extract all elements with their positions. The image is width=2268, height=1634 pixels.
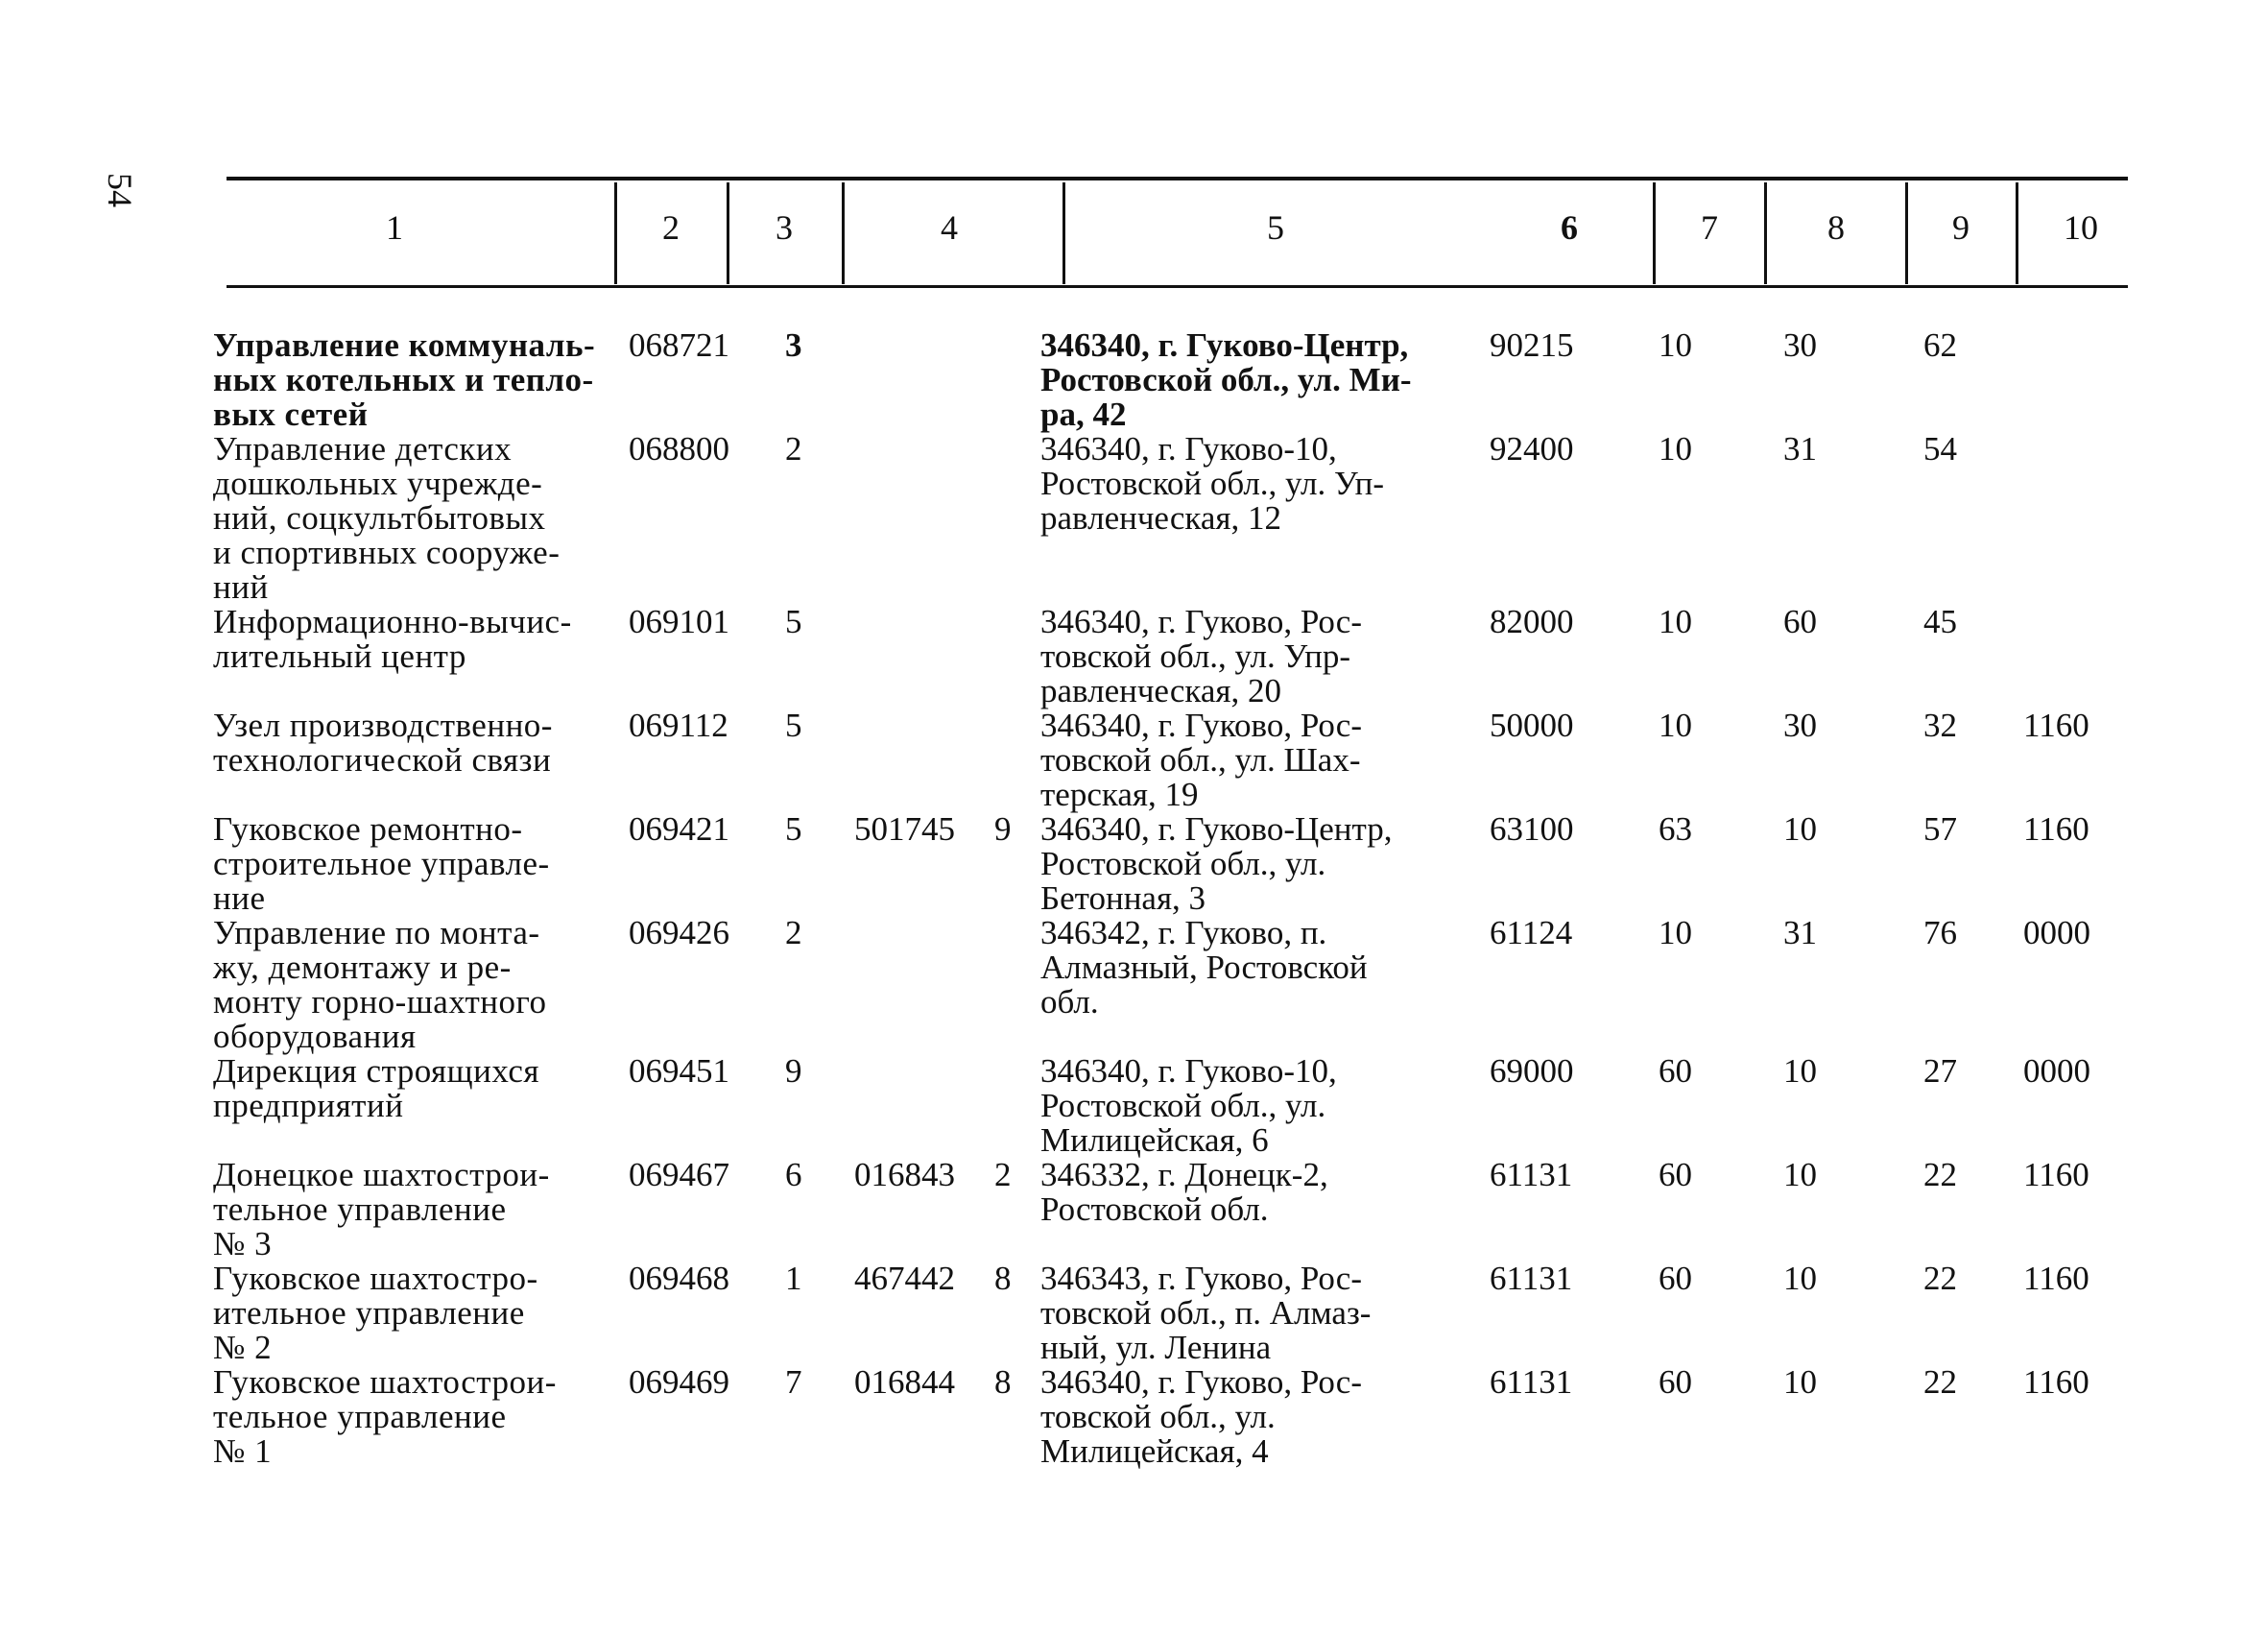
column-6-cell: 61131 [1490,1156,1573,1193]
column-9-cell: 76 [1923,914,1957,951]
column-7-cell: 10 [1659,326,1692,364]
code-cell: 068721 [629,326,729,364]
column-3-cell: 5 [785,603,802,640]
column-4-check-cell: 9 [994,810,1012,848]
code-cell: 069469 [629,1363,729,1401]
organization-name: Управление по монта- жу, демонтажу и ре- монту горно-шахтного оборудования [213,914,547,1055]
column-8-cell: 10 [1783,1156,1817,1193]
address-cell: 346340, г. Гуково-Центр, Ростовской обл., ул. Бетонная, 3 [1040,810,1393,917]
column-7-cell: 10 [1659,707,1692,744]
column-3-cell: 6 [785,1156,802,1193]
column-8-cell: 31 [1783,430,1817,468]
address-cell: 346340, г. Гуково-10, Ростовской обл., ул. Милицейская, 6 [1040,1052,1337,1159]
organization-name: Гуковское шахтострои- тельное управление № 1 [213,1363,557,1470]
code-cell: 069467 [629,1156,729,1193]
column-8-cell: 30 [1783,707,1817,744]
column-6-cell: 69000 [1490,1052,1574,1090]
column-4-cell: 016844 [854,1363,955,1401]
column-7-cell: 60 [1659,1052,1692,1090]
organization-name: Управление детских дошкольных учрежде- ний, соцкультбытовых и спортивных сооруже- ний [213,430,561,606]
column-9-cell: 27 [1923,1052,1957,1090]
address-cell: 346343, г. Гуково, Рос- товской обл., п. Алмаз- ный, ул. Ленина [1040,1260,1372,1366]
column-3-cell: 2 [785,914,802,951]
code-cell: 069101 [629,603,729,640]
column-3-cell: 5 [785,707,802,744]
column-7-cell: 60 [1659,1260,1692,1297]
page-number: 54 [101,173,139,207]
column-3-cell: 2 [785,430,802,468]
address-cell: 346340, г. Гуково-Центр, Ростовской обл., ул. Ми- ра, 42 [1040,326,1412,433]
organization-name: Узел производственно- технологической связи [213,707,553,779]
column-6-cell: 90215 [1490,326,1574,364]
address-cell: 346340, г. Гуково, Рос- товской обл., ул. Упр- равленческая, 20 [1040,603,1362,709]
column-10-cell: 1160 [2023,810,2089,848]
column-10-cell: 1160 [2023,1363,2089,1401]
column-header-2: 2 [662,208,680,247]
column-8-cell: 10 [1783,810,1817,848]
column-divider [1764,182,1767,284]
column-6-cell: 61131 [1490,1363,1573,1401]
column-6-cell: 92400 [1490,430,1574,468]
organization-name: Информационно-вычис- лительный центр [213,603,572,675]
column-4-cell: 016843 [854,1156,955,1193]
column-9-cell: 22 [1923,1156,1957,1193]
column-8-cell: 10 [1783,1363,1817,1401]
column-header-9: 9 [1952,208,1970,247]
column-header-5: 5 [1267,208,1284,247]
column-7-cell: 10 [1659,914,1692,951]
column-9-cell: 57 [1923,810,1957,848]
column-6-cell: 50000 [1490,707,1574,744]
column-4-check-cell: 8 [994,1260,1012,1297]
column-8-cell: 10 [1783,1260,1817,1297]
column-divider [1062,182,1065,284]
code-cell: 069468 [629,1260,729,1297]
column-7-cell: 60 [1659,1156,1692,1193]
column-divider [2016,182,2018,284]
table-header-rule [227,285,2128,288]
column-10-cell: 0000 [2023,1052,2090,1090]
column-divider [614,182,617,284]
column-10-cell: 1160 [2023,707,2089,744]
column-9-cell: 22 [1923,1363,1957,1401]
column-3-cell: 9 [785,1052,802,1090]
column-8-cell: 60 [1783,603,1817,640]
column-3-cell: 3 [785,326,802,364]
column-4-check-cell: 8 [994,1363,1012,1401]
column-header-10: 10 [2064,208,2098,247]
column-10-cell: 1160 [2023,1156,2089,1193]
column-8-cell: 31 [1783,914,1817,951]
column-9-cell: 22 [1923,1260,1957,1297]
column-6-cell: 63100 [1490,810,1574,848]
column-3-cell: 1 [785,1260,802,1297]
organization-name: Гуковское ремонтно- строительное управле- ние [213,810,550,917]
column-9-cell: 45 [1923,603,1957,640]
address-cell: 346340, г. Гуково, Рос- товской обл., ул. Милицейская, 4 [1040,1363,1362,1470]
column-6-cell: 61124 [1490,914,1573,951]
column-6-cell: 61131 [1490,1260,1573,1297]
organization-name: Гуковское шахтостро- ительное управление № 2 [213,1260,538,1366]
column-9-cell: 54 [1923,430,1957,468]
column-9-cell: 62 [1923,326,1957,364]
column-9-cell: 32 [1923,707,1957,744]
column-8-cell: 10 [1783,1052,1817,1090]
organization-name: Дирекция строящихся предприятий [213,1052,539,1124]
address-cell: 346340, г. Гуково, Рос- товской обл., ул. Шах- терская, 19 [1040,707,1362,813]
code-cell: 069112 [629,707,728,744]
column-7-cell: 60 [1659,1363,1692,1401]
organization-name: Донецкое шахтострои- тельное управление № 3 [213,1156,550,1262]
column-header-8: 8 [1827,208,1845,247]
column-4-cell: 501745 [854,810,955,848]
address-cell: 346342, г. Гуково, п. Алмазный, Ростовской обл. [1040,914,1368,1021]
code-cell: 068800 [629,430,729,468]
column-divider [1905,182,1908,284]
column-header-7: 7 [1701,208,1718,247]
column-10-cell: 0000 [2023,914,2090,951]
address-cell: 346340, г. Гуково-10, Ростовской обл., ул. Уп- равленческая, 12 [1040,430,1385,537]
table-top-rule [227,177,2128,180]
code-cell: 069426 [629,914,729,951]
column-3-cell: 7 [785,1363,802,1401]
code-cell: 069421 [629,810,729,848]
column-header-1: 1 [386,208,403,247]
address-cell: 346332, г. Донецк-2, Ростовской обл. [1040,1156,1328,1228]
code-cell: 069451 [629,1052,729,1090]
column-6-cell: 82000 [1490,603,1574,640]
column-header-3: 3 [776,208,793,247]
column-header-6: 6 [1561,208,1578,247]
column-8-cell: 30 [1783,326,1817,364]
column-10-cell: 1160 [2023,1260,2089,1297]
column-7-cell: 63 [1659,810,1692,848]
column-4-check-cell: 2 [994,1156,1012,1193]
column-divider [727,182,729,284]
organization-name: Управление коммуналь- ных котельных и тепло- вых сетей [213,326,596,433]
column-header-4: 4 [941,208,958,247]
column-7-cell: 10 [1659,430,1692,468]
column-7-cell: 10 [1659,603,1692,640]
column-3-cell: 5 [785,810,802,848]
column-4-cell: 467442 [854,1260,955,1297]
column-divider [1653,182,1656,284]
column-divider [842,182,845,284]
